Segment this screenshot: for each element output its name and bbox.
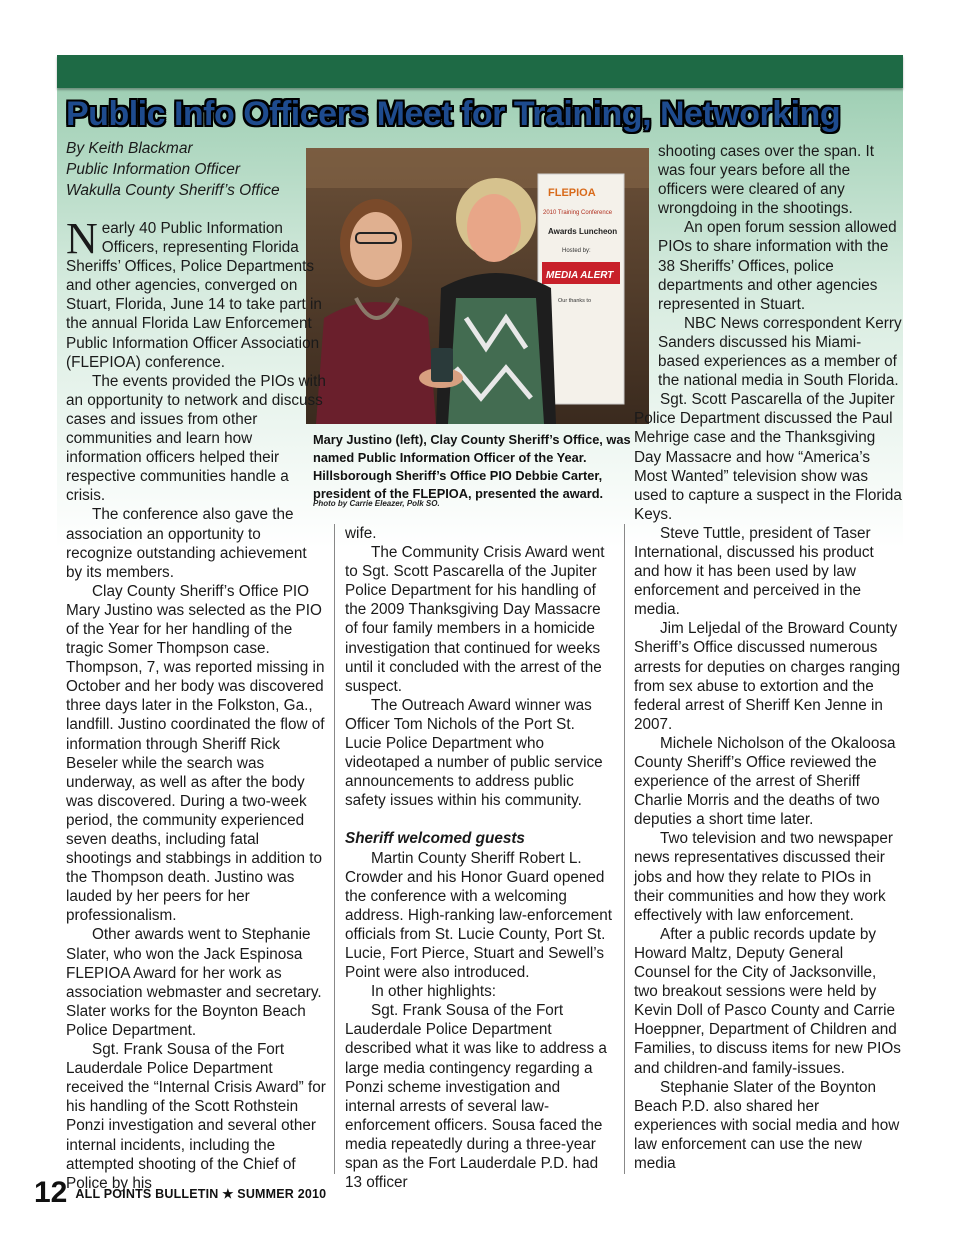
article-column-3 <box>634 142 902 1173</box>
paragraph: Two television and two newspaper news representatives discussed their jobs and how they relate to PIOs in their communities and how they work effectively with law enforcement. <box>634 830 893 924</box>
column-divider <box>334 524 335 1174</box>
award-photo <box>306 148 649 424</box>
paragraph: Stephanie Slater of the Boynton Beach P.D. also shared her experiences with social media and how law enforcement can use the new media <box>634 1078 900 1172</box>
paragraph: After a public records update by Howard Maltz, Deputy General Counsel for the City of Jacksonville, two breakout sessions were held by Kevin Doll of Pasco County and Carrie Hoeppner, Department of Children and Families, to discuss items for new PIOs and children-and family-issues. <box>634 925 901 1077</box>
header-bar <box>57 55 903 88</box>
article-column-1 <box>66 214 327 1193</box>
headline: Public Info Officers Meet for Training, Networking <box>66 95 841 133</box>
paragraph: Sgt. Scott Pascarella of the Jupiter Police Department discussed the Paul Mehrige case and the Thanksgiving Day Massacre and how “America’s Most Wanted” television show was used to capture a suspect in the Florida Keys. <box>634 391 902 523</box>
article-column-2 <box>345 524 613 1192</box>
paragraph: Sgt. Frank Sousa of the Fort Lauderdale Police Department described what it was like to address a large media contingency regarding a Ponzi scheme investigation and internal arrests of several law-enforcement officers. Sousa faced the media repeatedly during a three-year span as the Fort Lauderdale P.D. had 13 officer <box>345 1002 607 1192</box>
byline-agency: Wakulla County Sheriff’s Office <box>66 182 280 199</box>
paragraph: An open forum session allowed PIOs to share information with the 38 Sheriffs’ Offices, police departments and other agencies represented in Stuart. <box>658 219 897 313</box>
paragraph: NBC News correspondent Kerry Sanders discussed his Miami-based experiences as a member of the national media in South Florida. <box>658 314 902 390</box>
drop-cap: N <box>66 214 98 263</box>
paragraph: Jim Leljedal of the Broward County Sheriff’s Office discussed numerous arrests for deputies on charges ranging from sex abuse to extortion and the federal arrest of Sheriff Ken Jenne in 2007. <box>634 620 901 733</box>
byline <box>66 138 301 201</box>
page-number: 12 <box>34 1176 68 1209</box>
paragraph: Michele Nicholson of the Okaloosa County Sheriff’s Office reviewed the experience of the arrest of Sheriff Charlie Morris and the deaths of two deputies a short time later. <box>634 734 896 829</box>
paragraph: Clay County Sheriff’s Office PIO Mary Justino was selected as the PIO of the Year for her handling of the tragic Somer Thompson case. Thompson, 7, was reported missing in October and her body was discovered three days later in the Folkston, Ga., landfill. Justino coordinated the flow of information through Sheriff Rick Beseler while the search was underway, as well as after the body was discovered. During a two-week period, the community experienced seven deaths, including fatal shootings and stabbings in addition to the Thompson death. Justino was lauded by her peers for her professionalism. <box>66 582 325 925</box>
paragraph: The Outreach Award winner was Officer Tom Nichols of the Port St. Lucie Police Department who videotaped a number of public service announcements to address public safety issues within his community. <box>345 696 603 810</box>
publication-name: ALL POINTS BULLETIN ★ SUMMER 2010 <box>75 1186 327 1201</box>
sign-logo: FLEPIOA <box>548 187 596 199</box>
paragraph: In other highlights: <box>371 983 497 1001</box>
byline-title: Public Information Officer <box>66 161 241 178</box>
paragraph: Other awards went to Stephanie Slater, who won the Jack Espinosa FLEPIOA Award for her work as association webmaster and secretary. Slater works for the Boynton Beach Police Department. <box>66 926 322 1039</box>
paragraph: wife. <box>345 525 377 542</box>
sign-line-1: 2010 Training Conference <box>543 210 613 216</box>
paragraph: The events provided the PIOs with an opportunity to network and discuss cases and issues from other communities and learn how information officers helped their respective communities handle a crisis. <box>66 372 326 505</box>
column-divider <box>624 524 625 1174</box>
paragraph: Sgt. Frank Sousa of the Fort Lauderdale Police Department received the “Internal Crisis Award” for his handling of the Scott Rothstein Ponzi investigation and several other internal incidents, including the attempted shooting of the Chief of Police by his <box>66 1041 326 1192</box>
page-footer <box>34 1176 326 1210</box>
paragraph: Nearly 40 Public Information Officers, representing Florida Sheriffs’ Offices, Police Departments and other agencies, converged on Stuart, Florida, June 14 to take part in the annual Florida Law Enforcement Public Information Officer Association (FLEPIOA) conference. <box>66 214 322 371</box>
sign-line-2: Awards Luncheon <box>548 227 618 236</box>
sign-line-3: Hosted by: <box>562 248 591 254</box>
photo-caption: Mary Justino (left), Clay County Sheriff’s Office, was named Public Information Officer of the Year. Hillsborough Sheriff’s Office PIO Debbie Carter, president of the FLEPIOA, presented the award. <box>313 432 631 501</box>
sign-line-5: Our thanks to <box>558 298 592 304</box>
paragraph: Martin County Sheriff Robert L. Crowder and his Honor Guard opened the conference with a welcoming address. High-ranking law-enforcement officials from St. Lucie County, Port St. Lucie, Fort Pierce, Stuart and Sewell’s Point were also introduced. <box>345 849 612 982</box>
paragraph: Steve Tuttle, president of Taser International, discussed his product and how it has been used by law enforcement and perceived in the media. <box>634 524 874 619</box>
sign-line-4: MEDIA ALERT <box>546 270 614 281</box>
paragraph: The Community Crisis Award went to Sgt. Scott Pascarella of the Jupiter Police Department for his handling of the 2009 Thanksgiving Day Massacre of four family members in a homicide investigation that continued for weeks until it concluded with the arrest of the suspect. <box>345 544 605 695</box>
byline-author: By Keith Blackmar <box>66 140 193 157</box>
paragraph: shooting cases over the span. It was four years before all the officers were cleared of any wrongdoing in the shootings. <box>658 143 874 218</box>
paragraph: The conference also gave the association an opportunity to recognize outstanding achievement by its members. <box>66 506 307 581</box>
section-subhead: Sheriff welcomed guests <box>345 830 525 848</box>
photo-credit: Photo by Carrie Eleazer, Polk SO. <box>313 499 440 508</box>
